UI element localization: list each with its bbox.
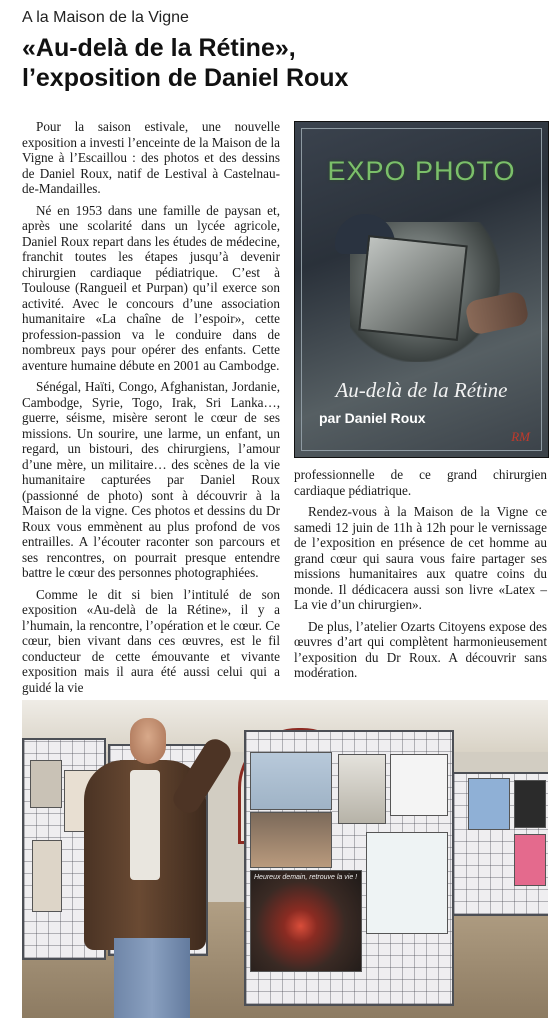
panel-photo-surgery: [250, 870, 362, 972]
panel-photo-figure: [338, 754, 386, 824]
paragraph-missions: Sénégal, Haïti, Congo, Afghanistan, Jordanie, Cambodge, Syrie, Togo, Irak, Sri Lanka…, guerre, séisme, misère seront le cœur de ses missions. Un sourire, une larme, un enfant, un regard, un bistouri, des chirurgiens, l’amour d’une mère, un militaire… des scènes de la vie humanitaire capturées par Daniel Roux (passionné de photo) sont à découvrir à la Maison de la vigne. Ces photos et dessins du Dr Roux vous emmènent au plus profond de vos entrailles. A l’écouter raconter son parcours et ses rencontres, on pourrait presque entendre battre le cœur des personnes photographiées.: [22, 379, 280, 580]
paragraph-intro: Pour la saison estivale, une nouvelle exposition a investi l’enceinte de la Maison de la Vigne à l’Escaillou : des photos et des dessins de Daniel Roux, natif de Lestival à Castelnau-de-Mandailles.: [22, 119, 280, 196]
photo-man-shirt: [130, 770, 160, 880]
exhibition-poster-photo: [294, 121, 549, 458]
photo-man-head: [130, 718, 166, 764]
paragraph-profession: professionnelle de ce grand chirurgien cardiaque pédiatrique.: [294, 467, 547, 498]
panel-photo-children: [250, 812, 332, 868]
article-column-right: [294, 467, 547, 687]
poster-title: EXPO PHOTO: [327, 156, 516, 186]
display-panel-main: [244, 730, 454, 1006]
headline-line-1: «Au-delà de la Rétine»,: [22, 34, 296, 62]
display-panel-right: [440, 772, 548, 916]
article-kicker: A la Maison de la Vigne: [22, 9, 189, 26]
poster-signature: RM: [511, 429, 530, 444]
panel-drawing-figure: [366, 832, 448, 934]
poster-subtitle: Au-delà de la Rétine: [335, 378, 508, 402]
paragraph-vernissage: Rendez-vous à la Maison de la Vigne ce samedi 12 juin de 11h à 12h pour le vernissage de l’exposition en présence de cet homme au grand cœur qui saura vous faire partager ses missions humanitaires aux quatre coins du monde. Il dédicacera aussi son livre «Latex – La vie d’un chirurgien».: [294, 504, 547, 612]
paragraph-biography: Né en 1953 dans une famille de paysan et, après une scolarité dans un lycée agricole, Daniel Roux repart dans les études de médecine, franchit toutes les étapes jusqu’à devenir chirurgien cardiaque pédiatrique. C’est à Toulouse (Rangueil et Purpan) qu’il exerce son activité. Avec le concours d’une association humanitaire «La chaîne de l’espoir», cette profession-passion va le conduire dans de nombreux pays pour opérer des enfants. Cette aventure humaine débute en 2001 au Cambodge.: [22, 202, 280, 373]
panel-picture: [32, 840, 62, 912]
article-column-left: [22, 119, 280, 701]
paragraph-exhibition-title: Comme le dit si bien l’intitulé de son exposition «Au-delà de la Rétine», il y a l’humain, la rencontre, l’opération et le cœur. Ce cœur, bien vivant dans ces œuvres, est le fil conducteur de cette émouvante et vivante exposition mais il aura été aussi celui qui a guidé la vie: [22, 586, 280, 695]
panel-picture: [514, 834, 546, 886]
photo-man-jeans: [114, 938, 190, 1018]
panel-drawing-flags: [390, 754, 448, 816]
panel-picture: [468, 778, 510, 830]
panel-caption: Heureux demain, retrouve la vie !: [254, 874, 358, 881]
panel-picture: [514, 780, 546, 828]
article-headline: [22, 33, 542, 93]
panel-photo-helicopter: [250, 752, 332, 810]
paragraph-ozarts: De plus, l’atelier Ozarts Citoyens expose des œuvres d’art qui complètent harmonieusement l’exposition du Dr Roux. A découvrir sans modération.: [294, 618, 547, 680]
exhibition-room-photo: [22, 700, 548, 1018]
poster-camera-icon: [358, 235, 467, 341]
poster-byline: par Daniel Roux: [319, 410, 426, 426]
panel-picture: [30, 760, 62, 808]
headline-line-2: l’exposition de Daniel Roux: [22, 64, 349, 92]
